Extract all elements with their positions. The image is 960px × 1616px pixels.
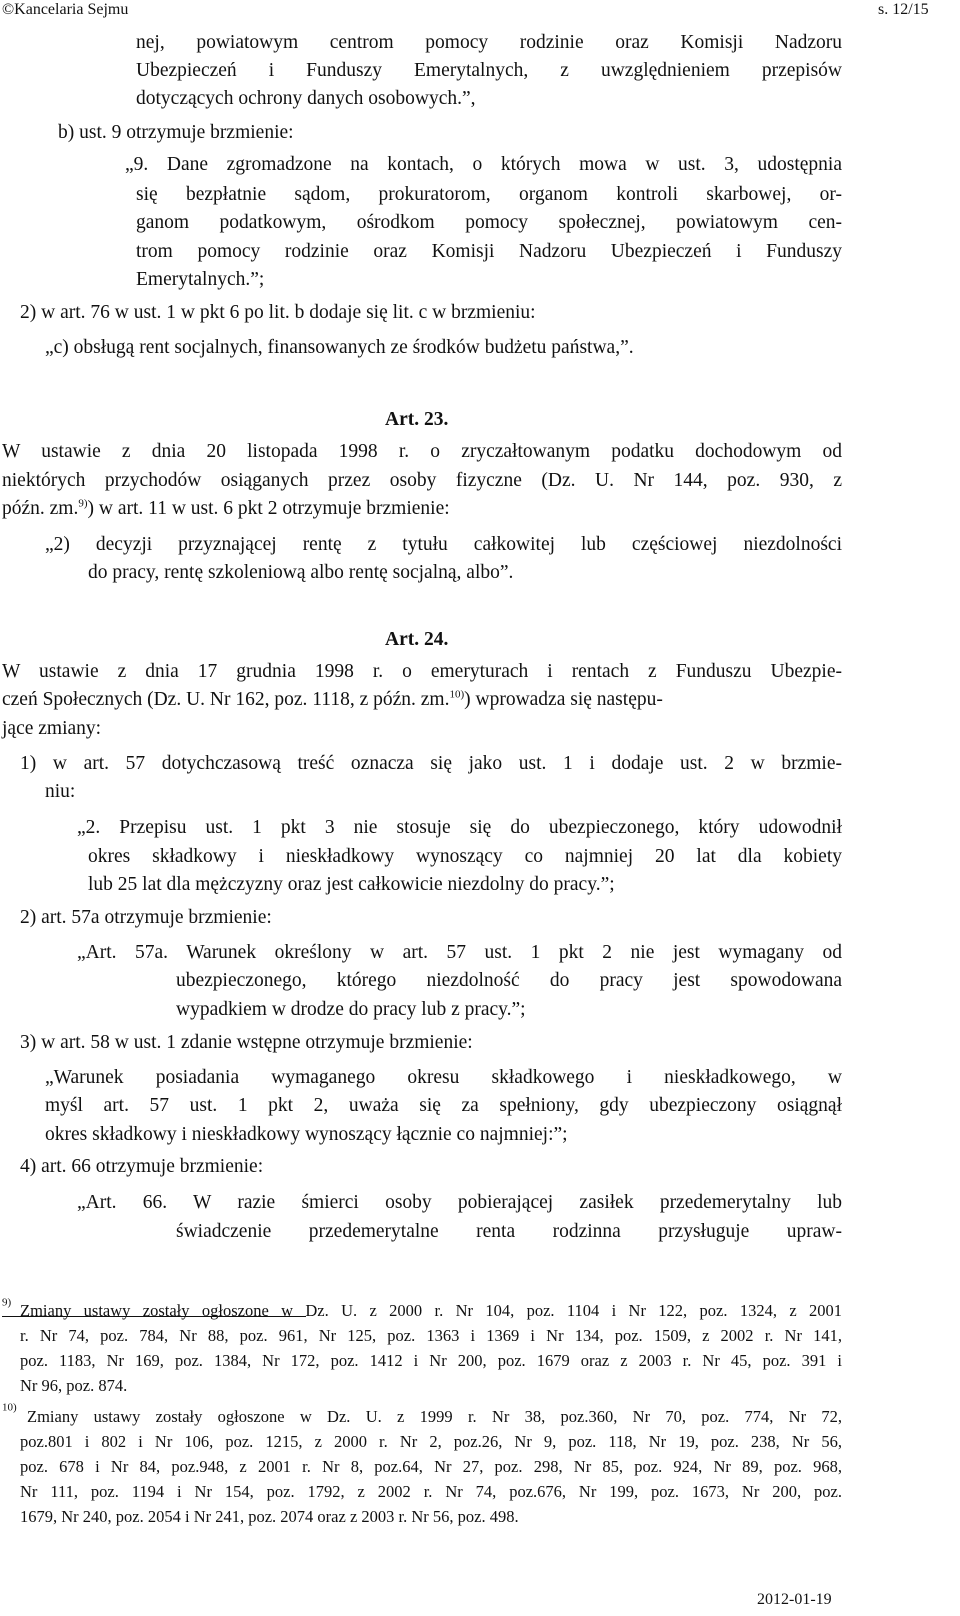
body-text: ) wprowadza się następu- <box>464 689 663 710</box>
header-page-number: s. 12/15 <box>878 1 929 18</box>
header-source: ©Kancelaria Sejmu <box>2 1 129 18</box>
footnote-mark <box>2 1296 11 1317</box>
footnote-line: poz. 1183, Nr 169, poz. 1384, Nr 172, poz. 1412 i Nr 200, poz. 1679 oraz z 2003 r. Nr 45, poz. 391 i <box>20 1351 842 1370</box>
footer-date: 2012-01-19 <box>757 1591 832 1608</box>
footnote-ref: 10) <box>449 688 465 701</box>
body-line: lub 25 lat dla mężczyzny oraz jest całkowicie niezdolny do pracy.”; <box>88 874 615 895</box>
body-line: Ubezpieczeń i Funduszy Emerytalnych, z uwzględnieniem przepisów <box>136 60 842 81</box>
body-line: jące zmiany: <box>2 718 102 739</box>
list-item-2: 2) w art. 76 w ust. 1 w pkt 6 po lit. b dodaje się lit. c w brzmieniu: <box>20 302 536 323</box>
body-line: się bezpłatnie sądom, prokuratorom, organom kontroli skarbowej, or- <box>136 184 842 205</box>
body-line: „Art. 57a. Warunek określony w art. 57 ust. 1 pkt 2 nie jest wymagany od <box>77 942 842 963</box>
footnote-line: Zmiany ustawy zostały ogłoszone w Dz. U. z 2000 r. Nr 104, poz. 1104 i Nr 122, poz. 1324, z 2001 <box>20 1301 842 1320</box>
body-line: dotyczących ochrony danych osobowych.”, <box>136 88 476 109</box>
list-item-4: 4) art. 66 otrzymuje brzmienie: <box>20 1156 264 1177</box>
body-line: do pracy, rentę szkoleniową albo rentę socjalną, albo”. <box>88 562 514 583</box>
footnote-mark <box>2 1401 17 1422</box>
body-line: W ustawie z dnia 20 listopada 1998 r. o zryczałtowanym podatku dochodowym od <box>2 441 842 462</box>
list-item-b: b) ust. 9 otrzymuje brzmienie: <box>58 122 294 143</box>
footnote-line: poz.801 i 802 i Nr 106, poz. 1215, z 2000 r. Nr 2, poz.26, Nr 9, poz. 118, Nr 19, poz. 238, Nr 56, <box>20 1432 842 1451</box>
body-line: „c) obsługą rent socjalnych, finansowanych ze środków budżetu państwa,”. <box>45 337 634 358</box>
body-line: okres składkowy i nieskładkowy wynoszący co najmniej 20 lat dla kobiety <box>88 846 842 867</box>
footnote-ref: 9) <box>78 497 88 510</box>
body-line: Emerytalnych.”; <box>136 269 265 290</box>
footnote-number: 9) <box>2 1296 12 1309</box>
body-line: świadczenie przedemerytalne renta rodzinna przysługuje upraw- <box>176 1221 842 1242</box>
body-line <box>2 497 450 521</box>
body-line <box>2 688 842 712</box>
body-line: „2. Przepisu ust. 1 pkt 3 nie stosuje się do ubezpieczonego, który udowodnił <box>77 817 842 838</box>
body-line: „9. Dane zgromadzone na kontach, o których mowa w ust. 3, udostępnia <box>125 154 842 175</box>
body-line: okres składkowy i nieskładkowy wynoszący łącznie co najmniej:”; <box>45 1124 568 1145</box>
footnote-number: 10) <box>2 1401 17 1414</box>
footnote-line: poz. 678 i Nr 84, poz.948, z 2001 r. Nr 8, poz.64, Nr 27, poz. 298, Nr 85, poz. 924, Nr 89, poz. 968, <box>20 1457 842 1476</box>
article-heading: Art. 23. <box>385 409 449 430</box>
body-line: „Art. 66. W razie śmierci osoby pobierającej zasiłek przedemerytalny lub <box>77 1192 842 1213</box>
list-item-3: 3) w art. 58 w ust. 1 zdanie wstępne otrzymuje brzmienie: <box>20 1032 473 1053</box>
list-item-1: 1) w art. 57 dotychczasową treść oznacza się jako ust. 1 i dodaje ust. 2 w brzmie- <box>20 753 842 774</box>
footnote-line: 1679, Nr 240, poz. 2054 i Nr 241, poz. 2074 oraz z 2003 r. Nr 56, poz. 498. <box>20 1507 519 1526</box>
body-text: czeń Społecznych (Dz. U. Nr 162, poz. 1118, z późn. zm. <box>2 689 450 710</box>
body-line: nej, powiatowym centrom pomocy rodzinie oraz Komisji Nadzoru <box>136 32 842 53</box>
body-line: „Warunek posiadania wymaganego okresu składkowego i nieskładkowego, w <box>45 1067 842 1088</box>
list-item-2: 2) art. 57a otrzymuje brzmienie: <box>20 907 272 928</box>
body-line: „2) decyzji przyznającej rentę z tytułu całkowitej lub częściowej niezdolności <box>45 534 842 555</box>
body-line: wypadkiem w drodze do pracy lub z pracy.”; <box>176 999 526 1020</box>
footnote-line: Nr 111, poz. 1194 i Nr 154, poz. 1792, z 2002 r. Nr 74, poz.676, Nr 199, poz. 1673, Nr 200, poz. <box>20 1482 842 1501</box>
body-line: myśl art. 57 ust. 1 pkt 2, uważa się za spełniony, gdy ubezpieczony osiągnął <box>45 1095 842 1116</box>
footnote-line: Nr 96, poz. 874. <box>20 1376 128 1395</box>
footnote-line: r. Nr 74, poz. 784, Nr 88, poz. 961, Nr 125, poz. 1363 i 1369 i Nr 134, poz. 1509, z 2002 r. Nr 141, <box>20 1326 842 1345</box>
body-text: ) w art. 11 w ust. 6 pkt 2 otrzymuje brzmienie: <box>87 498 450 519</box>
body-text: późn. zm. <box>2 498 79 519</box>
body-line: niektórych przychodów osiąganych przez osoby fizyczne (Dz. U. Nr 144, poz. 930, z <box>2 470 842 491</box>
body-line: niu: <box>45 781 76 802</box>
footnote-line: Zmiany ustawy zostały ogłoszone w Dz. U. z 1999 r. Nr 38, poz.360, Nr 70, poz. 774, Nr 72, <box>27 1407 842 1426</box>
article-heading: Art. 24. <box>385 629 449 650</box>
body-line: trom pomocy rodzinie oraz Komisji Nadzoru Ubezpieczeń i Funduszy <box>136 241 842 262</box>
body-line: W ustawie z dnia 17 grudnia 1998 r. o emeryturach i rentach z Funduszu Ubezpie- <box>2 661 842 682</box>
body-line: ganom podatkowym, ośrodkom pomocy społecznej, powiatowym cen- <box>136 212 842 233</box>
body-line: ubezpieczonego, którego niezdolność do pracy jest spowodowana <box>176 970 842 991</box>
